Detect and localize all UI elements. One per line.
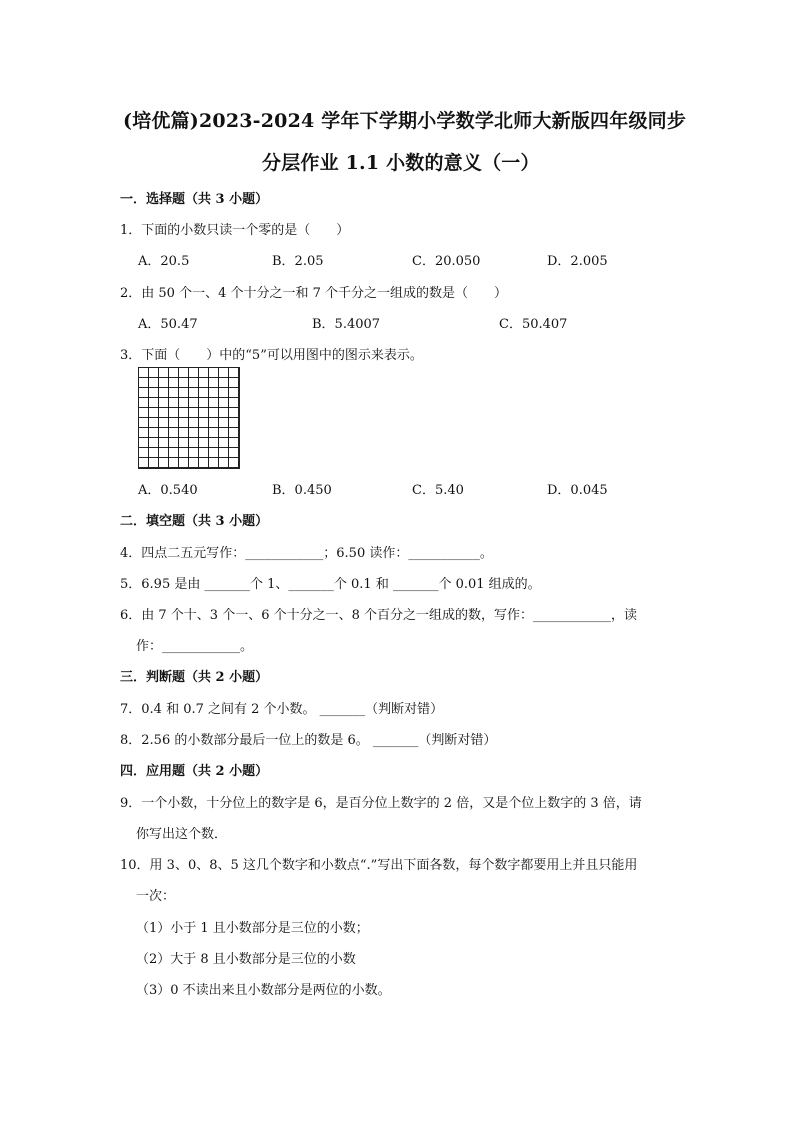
page-title-line-2: 分层作业 1.1 小数的意义（一） [262,152,540,174]
question-10-subpart-2: （2）大于 8 且小数部分是三位的小数 [136,952,356,967]
question-1-option-b[interactable]: B．2.05 [272,254,324,269]
section-heading-application: 四．应用题（共 2 小题） [120,764,269,779]
question-3-option-c[interactable]: C．5.40 [412,483,464,498]
question-10-subpart-3: （3）0 不读出来且小数部分是两位的小数。 [136,983,391,998]
section-heading-true-false: 三．判断题（共 2 小题） [120,670,269,685]
question-9-line-2: 你写出这个数． [136,827,228,842]
question-6-line-1: 6．由 7 个十、3 个一、6 个十分之一、8 个百分之一组成的数，写作：____________，读 [120,608,638,623]
page-title-line-1: (培优篇)2023-2024 学年下学期小学数学北师大新版四年级同步 [123,110,687,132]
section-heading-fill-blank: 二．填空题（共 3 小题） [120,514,269,529]
question-3-option-a[interactable]: A．0.540 [138,483,198,498]
question-3-option-d[interactable]: D．0.045 [547,483,608,498]
question-5: 5．6.95 是由 _______个 1、_______个 0.1 和 _______个 0.01 组成的。 [120,577,541,592]
hundred-square-grid-figure [138,367,240,469]
section-heading-choice: 一．选择题（共 3 小题） [120,192,269,207]
question-2-option-b[interactable]: B．5.4007 [312,317,381,332]
question-2-option-c[interactable]: C．50.407 [499,317,568,332]
question-10-line-2: 一次： [136,889,176,904]
question-7: 7．0.4 和 0.7 之间有 2 个小数。 _______（判断对错） [120,702,444,717]
question-3-stem: 3．下面（ ）中的“5”可以用图中的图示来表示。 [120,348,423,363]
question-9-line-1: 9．一个小数，十分位上的数字是 6，是百分位上数字的 2 倍，又是个位上数字的 3 倍，请 [120,796,642,811]
question-1-option-d[interactable]: D．2.005 [547,254,608,269]
question-2-stem: 2．由 50 个一、4 个十分之一和 7 个千分之一组成的数是（ ） [120,286,508,301]
question-10-subpart-1: （1）小于 1 且小数部分是三位的小数； [136,921,369,936]
question-1-option-c[interactable]: C．20.050 [412,254,481,269]
question-10-line-1: 10．用 3、0、8、5 这几个数字和小数点“.”写出下面各数，每个数字都要用上并且只能用 [120,858,638,873]
question-1-stem: 1．下面的小数只读一个零的是（ ） [120,223,350,238]
question-3-option-b[interactable]: B．0.450 [272,483,332,498]
question-4: 4．四点二五元写作：____________；6.50 读作：___________。 [120,546,493,561]
question-6-line-2: 作：____________。 [136,639,254,654]
question-2-option-a[interactable]: A．50.47 [138,317,198,332]
question-1-option-a[interactable]: A．20.5 [138,254,190,269]
question-8: 8．2.56 的小数部分最后一位上的数是 6。 _______（判断对错） [120,733,497,748]
